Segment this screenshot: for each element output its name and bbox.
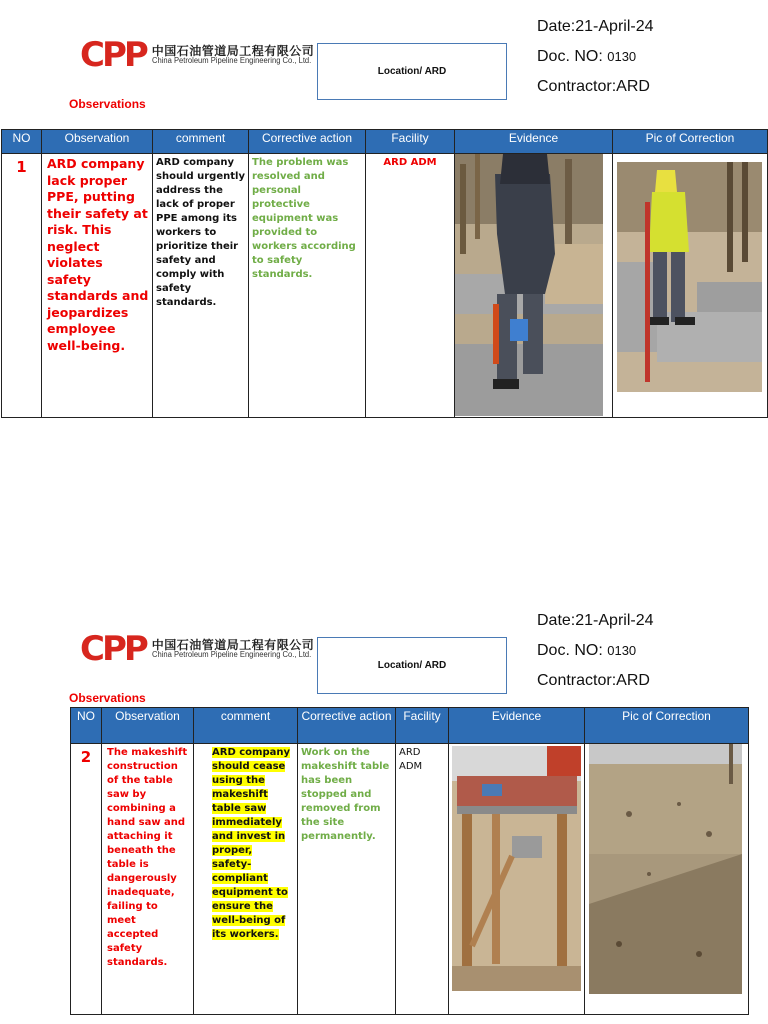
doc-number: Doc. NO: 0130: [537, 48, 637, 65]
row-number: 2: [71, 744, 102, 1015]
observations-title: Observations: [69, 97, 146, 111]
comment-highlighted-text: ARD company should cease using the makeshift table saw immediately and invest in proper, safety-compliant equipment to ensure the well-being of its workers.: [212, 747, 290, 940]
header-pic-of-correction: Pic of Correction: [585, 708, 749, 744]
cpp-logo-mark: CPP: [80, 629, 146, 669]
table-header-row: [2, 130, 768, 154]
header-corrective-action: Corrective action: [298, 708, 396, 744]
date-label: Date:21-April-24: [537, 612, 654, 629]
correction-photo-cleared-site: [589, 744, 742, 994]
cpp-logo-mark: CPP: [80, 35, 146, 75]
header-observation: Observation: [42, 130, 153, 154]
corrective-action-text: The problem was resolved and personal protective equipment was provided to workers according to safety standards.: [249, 154, 366, 418]
header-no: NO: [2, 130, 42, 154]
location-box: [317, 637, 507, 694]
header-no: NO: [71, 708, 102, 744]
location-label: Location/ ARD: [377, 66, 447, 77]
company-logo: [80, 35, 319, 75]
observation-table-1: [1, 129, 768, 418]
logo-chinese-name: 中国石油管道局工程有限公司: [151, 43, 315, 58]
comment-text: ARD company should urgently address the lack of proper PPE among its workers to prioritize their safety and comply with safety standards.: [153, 154, 249, 418]
correction-cell: [613, 154, 768, 418]
logo-english-name: China Petroleum Pipeline Engineering Co., Ltd.: [151, 56, 312, 66]
header-observation: Observation: [102, 708, 194, 744]
header-comment: comment: [194, 708, 298, 744]
observations-title: Observations: [69, 691, 146, 705]
location-label: Location/ ARD: [377, 660, 447, 671]
company-logo: [80, 629, 319, 669]
contractor-label: Contractor:ARD: [537, 672, 650, 689]
observation-table-2: [70, 707, 749, 1015]
observation-text: The makeshift construction of the table saw by combining a hand saw and attaching it beneath the table is dangerously inadequate, failing to meet accepted safety standards.: [102, 744, 194, 1015]
evidence-photo-makeshift-table-saw: [452, 746, 581, 991]
facility-text: ARD ADM: [366, 154, 455, 418]
corrective-action-text: Work on the makeshift table has been stopped and removed from the site permanently.: [298, 744, 396, 1015]
table-row: [2, 154, 768, 418]
observation-text: ARD company lack proper PPE, putting their safety at risk. This neglect violates safety standards and jeopardizes employee well-being.: [42, 154, 153, 418]
doc-meta: [537, 606, 654, 696]
doc-number: Doc. NO: 0130: [537, 642, 637, 659]
table-header-row: [71, 708, 749, 744]
header-evidence: Evidence: [449, 708, 585, 744]
table-row: [71, 744, 749, 1015]
doc-meta: [537, 12, 654, 102]
row-number: 1: [2, 154, 42, 418]
evidence-photo-worker-without-ppe: [455, 154, 603, 416]
header-comment: comment: [153, 130, 249, 154]
header-pic-of-correction: Pic of Correction: [613, 130, 768, 154]
evidence-cell: [455, 154, 613, 418]
correction-cell: [585, 744, 749, 1015]
location-box: [317, 43, 507, 100]
date-label: Date:21-April-24: [537, 18, 654, 35]
contractor-label: Contractor:ARD: [537, 78, 650, 95]
evidence-cell: [449, 744, 585, 1015]
header-facility: Facility: [366, 130, 455, 154]
facility-text: ARD ADM: [396, 744, 449, 1015]
correction-photo-worker-with-ppe: [617, 162, 762, 392]
comment-text: [194, 744, 298, 1015]
header-corrective-action: Corrective action: [249, 130, 366, 154]
header-facility: Facility: [396, 708, 449, 744]
header-evidence: Evidence: [455, 130, 613, 154]
logo-chinese-name: 中国石油管道局工程有限公司: [151, 637, 315, 652]
logo-english-name: China Petroleum Pipeline Engineering Co., Ltd.: [151, 650, 312, 660]
